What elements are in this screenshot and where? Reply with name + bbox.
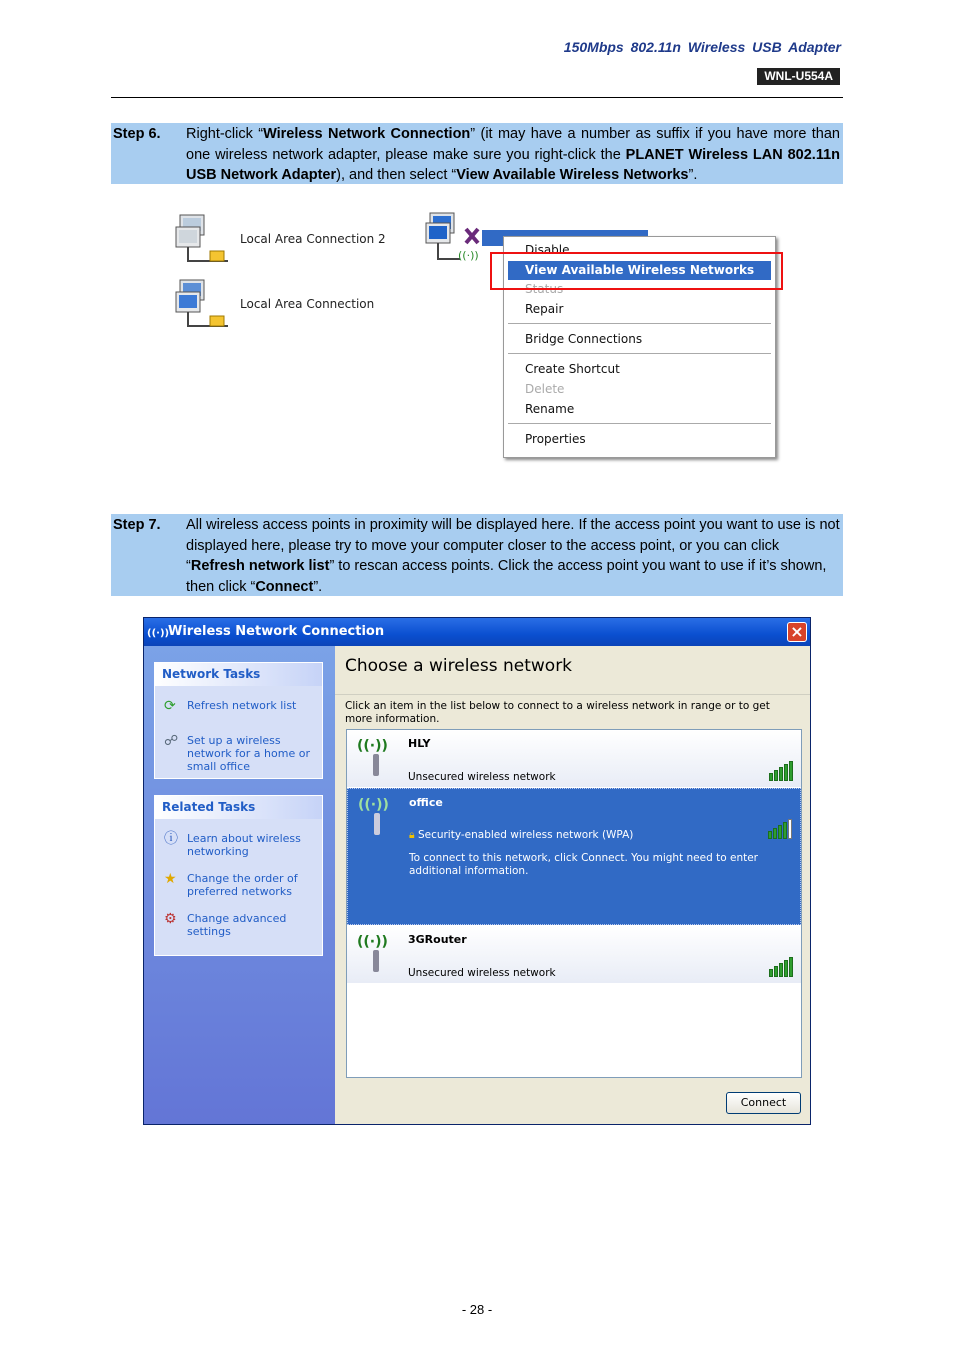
svg-text:((·)): ((·))	[458, 249, 479, 262]
menu-item-bridge[interactable]: Bridge Connections	[525, 332, 643, 346]
antenna-base	[374, 813, 380, 835]
wireless-icon: ((·))	[147, 628, 170, 639]
description: Click an item in the list below to connect to a wireless network in range or to get more information.	[345, 700, 770, 725]
refresh-network-list-link[interactable]: ⟳ Refresh network list	[164, 698, 297, 714]
lan-connection-2[interactable]	[174, 211, 386, 267]
step7-label: Step 7.	[113, 517, 161, 533]
menu-item-rename[interactable]: Rename	[525, 402, 575, 416]
network-pane	[335, 646, 810, 1125]
lock-icon: 🔒︎	[409, 829, 415, 841]
network-tasks-panel	[154, 662, 323, 779]
info-icon: ⓘ	[164, 831, 178, 847]
menu-item-repair[interactable]: Repair	[525, 302, 564, 316]
menu-item-disable[interactable]: Disable	[525, 243, 570, 257]
star-icon: ★	[164, 871, 177, 887]
heading-divider	[335, 694, 810, 695]
related-tasks-panel	[154, 795, 323, 956]
refresh-icon: ⟳	[164, 698, 176, 714]
wireless-antenna-icon: ((·))	[357, 738, 388, 754]
header-rule	[111, 97, 843, 98]
network-detail: To connect to this network, click Connect. You might need to enter additional information.	[409, 852, 758, 877]
setup-wireless-link[interactable]: ☍ Set up a wireless network for a home or small office	[164, 733, 310, 773]
menu-separator	[508, 323, 771, 324]
step6-text: Right-click “Wireless Network Connection” (it may have a number as suffix if you have more than one wireless network adapter, please make sure you right-click the PLANET Wireless LAN 802.11n USB Network Adapter), and then select “View Available Wireless Networks”.	[186, 126, 841, 183]
network-item-hly[interactable]	[347, 730, 801, 787]
network-item-3grouter[interactable]	[347, 926, 801, 983]
lan-connection[interactable]	[174, 276, 374, 332]
related-tasks-header: Related Tasks	[155, 796, 322, 819]
network-list	[346, 729, 802, 1078]
page-number: - 28 -	[461, 1302, 493, 1317]
step6-label: Step 6.	[113, 126, 161, 142]
signal-strength-icon	[769, 761, 793, 781]
change-order-link[interactable]: ★ Change the order of preferred networks	[164, 871, 298, 898]
wireless-network-dialog	[143, 617, 811, 1125]
lan-connection-label: Local Area Connection	[240, 297, 375, 311]
context-menu-figure	[170, 205, 790, 465]
antenna-base	[373, 950, 379, 972]
network-item-office[interactable]	[347, 788, 801, 925]
close-button[interactable]: ×	[787, 622, 807, 642]
page-heading: Choose a wireless network	[345, 656, 573, 676]
lan-connection-2-label: Local Area Connection 2	[240, 232, 386, 246]
wireless-antenna-icon: ((·))	[357, 934, 388, 950]
network-name: office	[409, 796, 443, 809]
task-pane	[144, 646, 335, 1125]
step7-text: All wireless access points in proximity will be displayed here. If the access point you want to use is not displayed here, please try to move your computer closer to the access point, or you can click “Refresh network list” to rescan access points. Click the access point you want to use if it’s shown, then click “Connect”.	[186, 517, 840, 595]
menu-item-delete: Delete	[525, 382, 565, 396]
learn-wireless-link[interactable]: ⓘ Learn about wireless networking	[164, 831, 301, 858]
model-badge: WNL-U554A	[757, 68, 840, 85]
signal-strength-icon	[769, 957, 793, 977]
advanced-settings-link[interactable]: ⚙ Change advanced settings	[164, 911, 287, 938]
menu-item-properties[interactable]: Properties	[525, 432, 586, 446]
dialog-titlebar[interactable]	[144, 618, 810, 646]
menu-item-status: Status	[525, 282, 564, 296]
network-connection-icon	[174, 211, 230, 267]
network-status: Unsecured wireless network	[408, 967, 556, 979]
connect-button[interactable]: Connect	[726, 1092, 801, 1114]
network-name: HLY	[408, 737, 431, 750]
wireless-antenna-icon: ((·))	[358, 797, 389, 813]
highlight-box	[490, 252, 783, 290]
dialog-title: Wireless Network Connection	[168, 624, 385, 639]
menu-item-create-shortcut[interactable]: Create Shortcut	[525, 362, 620, 376]
network-name: 3GRouter	[408, 933, 467, 946]
signal-strength-icon	[768, 819, 792, 839]
antenna-base	[373, 754, 379, 776]
settings-icon: ⚙	[164, 911, 177, 927]
header-title: 150Mbps 802.11n Wireless USB Adapter	[563, 39, 841, 55]
step7-box	[111, 514, 843, 596]
network-connection-icon	[174, 276, 230, 332]
menu-item-view-available-networks[interactable]: View Available Wireless Networks	[508, 261, 771, 280]
step6-box	[111, 123, 843, 184]
network-tasks-header: Network Tasks	[155, 663, 322, 686]
menu-separator	[508, 423, 771, 424]
wireless-connection-icon[interactable]	[424, 209, 484, 265]
menu-separator	[508, 353, 771, 354]
network-status: Unsecured wireless network	[408, 771, 556, 783]
network-status: 🔒︎ Security-enabled wireless network (WPA)	[409, 829, 634, 841]
setup-wizard-icon: ☍	[164, 733, 179, 749]
